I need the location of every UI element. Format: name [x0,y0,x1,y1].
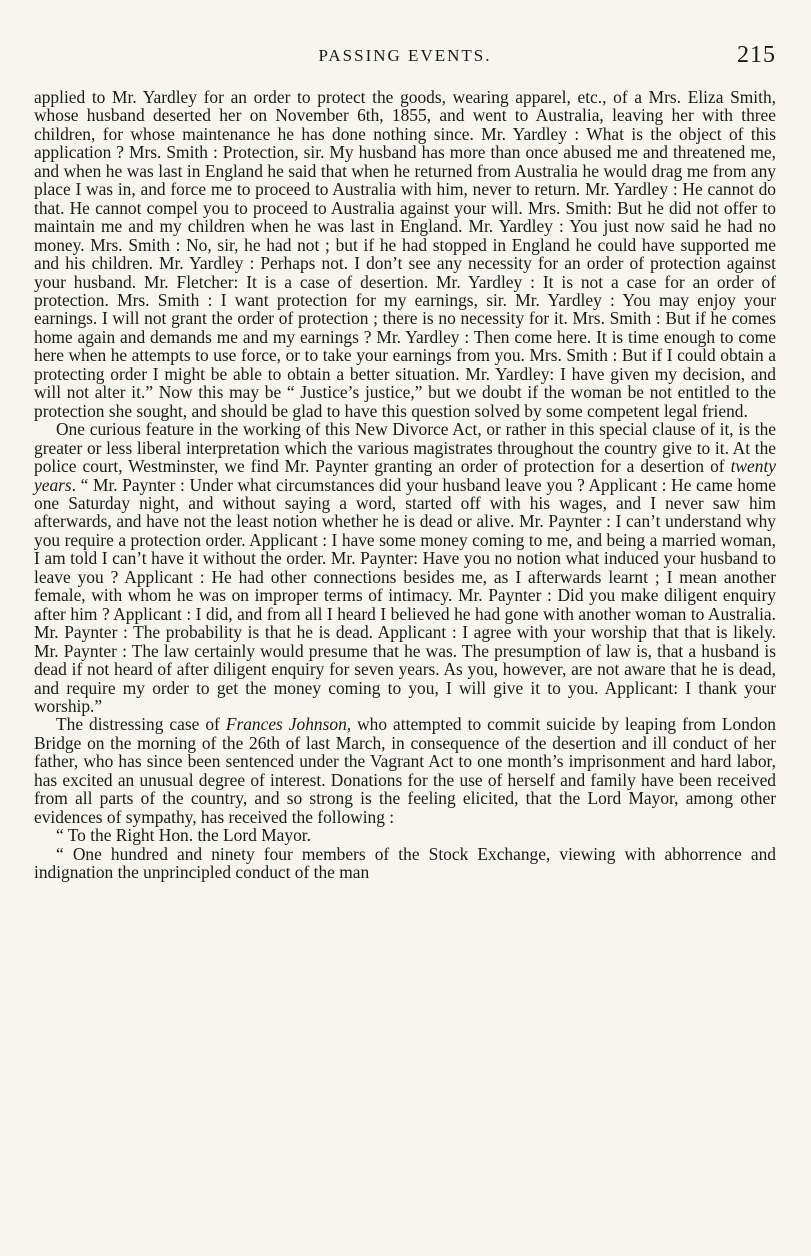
italic-text: twenty years [34,456,776,495]
text-segment: who attempted to commit suicide by leaping from London Bridge on the morning of the 26th of last March, in consequence of the desertion and ill conduct of her father, who has since been sentenced under the Vagrant Act to one month’s imprisonment and hard labor, has excited an unusual degree of interest. Donations for the use of herself and family have been received from all parts of the country, and so strong is the feeling elicited, that the Lord Mayor, among other evidences of sympathy, has received the following : [34,714,776,827]
running-title: PASSING EVENTS. [318,46,492,65]
page-number: 215 [737,42,776,68]
text-segment: “ To the Right Hon. the Lord Mayor. [56,825,311,846]
paragraph [34,88,776,420]
body-text [34,88,776,881]
text-segment: “ One hundred and ninety four members of the Stock Exchange, viewing with abhorrence and indignation the unprincipled conduct of the man [34,843,776,883]
text-segment: applied to Mr. Yardley for an order to protect the goods, wearing apparel, etc., of a Mrs. Eliza Smith, whose husband deserted her on November 6th, 1855, and went to Australia, leaving her with three children, for whose maintenance he has done nothing since. Mr. Yardley : What is the object of this application ? Mrs. Smith : Protection, sir. My husband has more than once abused me and threatened me, and when he was last in England he said that when he returned from Australia he would drag me from any place I was in, and force me to proceed to Australia with him, never to return. Mr. Yardley : He cannot do that. He cannot compel you to proceed to Australia against your will. Mrs. Smith: But he did not offer to maintain me and my children when he was last in England. Mr. Yardley : You just now said he had no money. Mrs. Smith : No, sir, he had not ; but if he had stopped in England he could have supported me and his children. Mr. Yardley : Perhaps not. I don’t see any necessity for an order of protection against your husband. Mr. Fletcher: It is a case of desertion. Mr. Yardley : It is not a case for an order of protection. Mrs. Smith : I want protection for my earnings, sir. Mr. Yardley : You may enjoy your earnings. I will not grant the order of protection ; there is no necessity for it. Mrs. Smith : But if he comes home again and demands me and my earnings ? Mr. Yardley : Then come here. It is time enough to come here when he attempts to use force, or to take your earnings from you. Mrs. Smith : But if I could obtain a protecting order I might be able to obtain a better situation. Mr. Yardley: I have given my decision, and will not alter it.” Now this may be “ Justice’s justice,” but we doubt if the woman be not entitled to the protection she sought, and should be glad to have this question solved by some competent legal friend. [34,87,776,421]
paragraph [34,420,776,715]
text-segment: One curious feature in the working of this New Divorce Act, or rather in this special clause of it, is the greater or less liberal interpretation which the various magistrates throughout the country give to it. At the police court, Westminster, we find Mr. Paynter granting an order of protection for a desertion of [34,419,776,477]
paragraph [34,826,776,844]
paragraph [34,845,776,882]
page-header [34,42,776,70]
paragraph [34,715,776,826]
italic-text: Frances Johnson, [225,714,352,735]
text-segment: . “ Mr. Paynter : Under what circumstances did your husband leave you ? Applicant : He came home one Saturday night, and without saying a word, started off with his wages, and I never saw him afterwards, and have not the least notion whether he is dead or alive. Mr. Paynter : I can’t understand why you require a protection order. Applicant : I have some money coming to me, and being a married woman, I am told I can’t have it without the order. Mr. Paynter: Have you no notion what induced your husband to leave you ? Applicant : He had other connections besides me, as I afterwards learnt ; I mean another female, with whom he was on improper terms of intimacy. Mr. Paynter : Did you make diligent enquiry after him ? Applicant : I did, and from all I heard I believed he had gone with another woman to Australia. Mr. Paynter : The probability is that he is dead. Applicant : I agree with your worship that that is likely. Mr. Paynter : The law certainly would presume that he was. The presumption of law is, that a husband is dead if not heard of after diligent enquiry for seven years. As you, however, are not aware that he is dead, and require my order to get the money coming to you, I will give it to you. Applicant: I thank your worship.” [34,474,776,716]
text-segment: The distressing case of [56,714,226,735]
